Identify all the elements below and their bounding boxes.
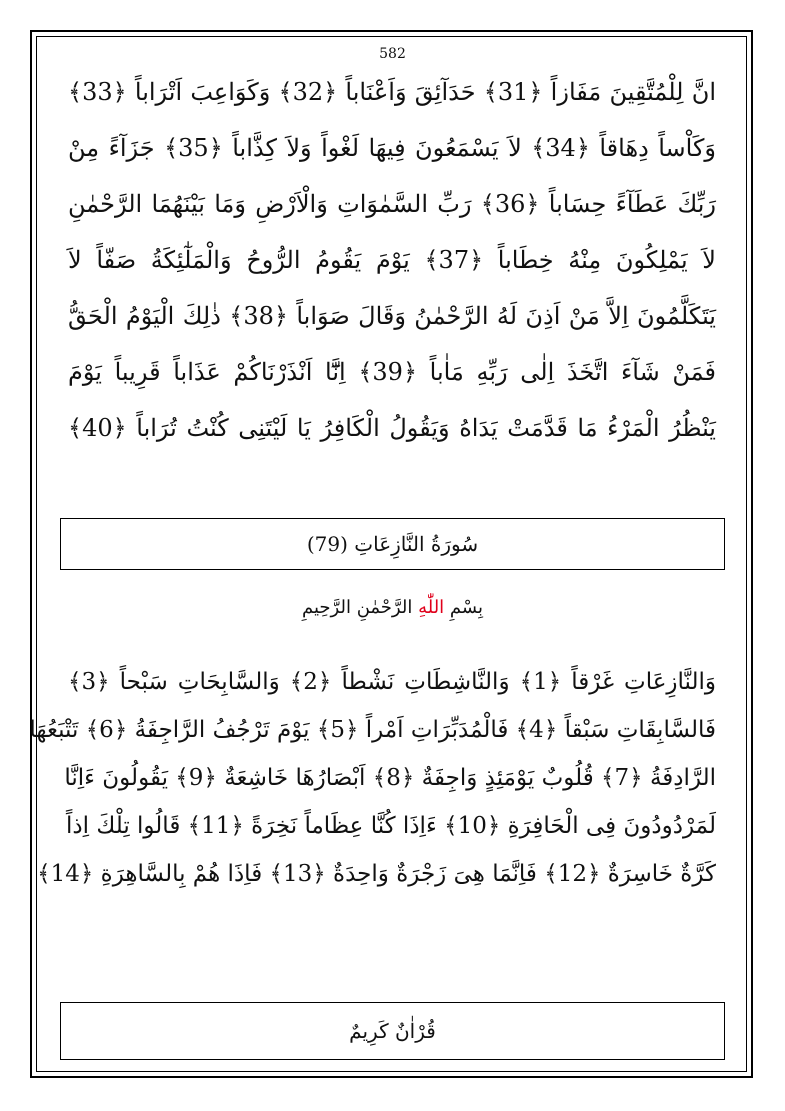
basmala-part2: الرَّحْمٰنِ الرَّحِيمِ: [302, 597, 419, 618]
basmala-part1: بِسْمِ: [444, 597, 483, 618]
footer-box: [60, 1002, 725, 1060]
verse-line: لاَ يَمْلِكُونَ مِنْهُ خِطَاباً ﴿37﴾ يَوْمَ يَقُومُ الرُّوحُ وَالْمَلٰٓئِكَةُ صَفّاً لاَ: [68, 246, 716, 274]
verse-line: الرَّادِفَةُ ﴿7﴾ قُلُوبٌ يَوْمَئِذٍ وَاجِفَةٌ ﴿8﴾ اَبْصَارُهَا خَاشِعَةٌ ﴿9﴾ يَقُولُونَ ءَاِنَّا: [64, 765, 716, 791]
verse-line: وَالنَّازِعَاتِ غَرْقاً ﴿1﴾ وَالنَّاشِطَاتِ نَشْطاً ﴿2﴾ وَالسَّابِحَاتِ سَبْحاً ﴿3﴾: [68, 669, 716, 695]
verse-line: رَبِّكَ عَطَآءً حِسَاباً ﴿36﴾ رَبِّ السَّمٰوَاتِ وَالْاَرْضِ وَمَا بَيْنَهُمَا الرَّحْمٰنِ: [68, 190, 716, 218]
verse-line: لَمَرْدُودُونَ فِى الْحَافِرَةِ ﴿10﴾ ءَاِذَا كُنَّا عِظَاماً نَخِرَةً ﴿11﴾ قَالُوا تِلْكَ اِذاً: [65, 813, 716, 839]
basmala: [0, 597, 785, 618]
footer-text: قُرْاٰنٌ كَرِيمٌ: [349, 1019, 436, 1043]
verse-line: يَتَكَلَّمُونَ اِلاَّ مَنْ اَذِنَ لَهُ الرَّحْمٰنُ وَقَالَ صَوَاباً ﴿38﴾ ذٰلِكَ الْيَوْمُ الْحَقُّ: [68, 302, 716, 330]
verse-line: انَّ لِلْمُتَّقِينَ مَفَازاً ﴿31﴾ حَدَآئِقَ وَاَعْنَاباً ﴿32﴾ وَكَوَاعِبَ اَتْرَاباً ﴿33﴾: [68, 78, 717, 106]
verse-block-lower: [29, 658, 716, 898]
verse-line: كَرَّةٌ خَاسِرَةٌ ﴿12﴾ فَاِنَّمَا هِىَ زَجْرَةٌ وَاحِدَةٌ ﴿13﴾ فَاِذَا هُمْ بِالسَّاهِرَةِ ﴿14﴾: [37, 861, 716, 887]
basmala-allah: اللّٰهِ: [418, 597, 445, 618]
verse-line: فَمَنْ شَآءَ اتَّخَذَ اِلٰى رَبِّهِ مَاٰباً ﴿39﴾ اِنَّٓا اَنْذَرْنَاكُمْ عَذَاباً قَرِيباً يَوْمَ: [68, 358, 716, 386]
page-number: 582: [379, 46, 406, 62]
surah-title-box: [60, 518, 725, 570]
surah-title: سُورَةُ النَّازِعَاتِ (79): [306, 532, 479, 556]
verse-block-upper: [68, 64, 716, 456]
verse-line: يَنْظُرُ الْمَرْءُ مَا قَدَّمَتْ يَدَاهُ وَيَقُولُ الْكَافِرُ يَا لَيْتَنِى كُنْتُ تُرَاباً ﴿40﴾: [68, 414, 716, 442]
verse-line: فَالسَّابِقَاتِ سَبْقاً ﴿4﴾ فَالْمُدَبِّرَاتِ اَمْراً ﴿5﴾ يَوْمَ تَرْجُفُ الرَّاجِفَةُ ﴿6﴾ تَتْبَعُهَا: [29, 717, 716, 743]
verse-line: وَكَاْساً دِهَاقاً ﴿34﴾ لاَ يَسْمَعُونَ فِيهَا لَغْواً وَلاَ كِذَّاباً ﴿35﴾ جَزَآءً مِنْ: [68, 134, 716, 162]
